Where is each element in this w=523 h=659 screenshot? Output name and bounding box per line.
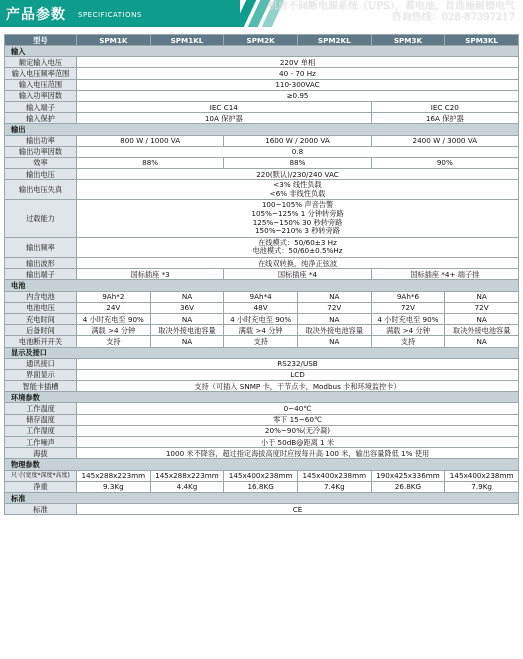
promo-watermark	[225, 1, 515, 23]
header-cell: SPM2KL	[297, 35, 371, 46]
table-row	[5, 504, 519, 515]
cell-value: NA	[150, 291, 224, 302]
row-label: 海拔	[5, 448, 77, 459]
header-banner	[0, 0, 523, 27]
table-header-row	[5, 35, 519, 46]
cell-value: 9Ah*6	[371, 291, 445, 302]
cell-value: 4 小时充电至 90%	[371, 313, 445, 324]
section-title: 电池	[5, 280, 519, 291]
cell-value: CE	[77, 504, 519, 515]
cell-value: 1600 W / 2000 VA	[224, 135, 371, 146]
table-row	[5, 258, 519, 269]
spec-table	[4, 34, 519, 515]
cell-value: 7.4Kg	[297, 481, 371, 492]
header-cell: SPM1K	[77, 35, 151, 46]
cell-value: 满载 >4 分钟	[77, 325, 151, 336]
section-row	[5, 459, 519, 470]
table-row	[5, 313, 519, 324]
cell-value: 4 小时充电至 90%	[77, 313, 151, 324]
row-label: 智能卡插槽	[5, 381, 77, 392]
row-label: 工作湿度	[5, 425, 77, 436]
section-row	[5, 124, 519, 135]
header-cell: SPM1KL	[150, 35, 224, 46]
table-row	[5, 437, 519, 448]
cell-line: 150%~210% 3 秒转旁路	[254, 226, 340, 236]
row-label: 通讯接口	[5, 358, 77, 369]
table-row	[5, 180, 519, 200]
section-row	[5, 392, 519, 403]
cell-value: 16A 保护器	[371, 113, 518, 124]
cell-value: 145x400x238mm	[297, 470, 371, 481]
cell-value: LCD	[77, 369, 519, 380]
row-label: 电池断开开关	[5, 336, 77, 347]
row-label: 输出波形	[5, 258, 77, 269]
row-label: 输入电压频率范围	[5, 68, 77, 79]
cell-value: 16.8KG	[224, 481, 298, 492]
cell-value: RS232/USB	[77, 358, 519, 369]
row-label: 输入端子	[5, 101, 77, 112]
cell-value: 支持（可插入 SNMP 卡，干节点卡，Modbus 卡和环境监控卡）	[77, 381, 519, 392]
cell-value: 9Ah*4	[224, 291, 298, 302]
row-label: 充电时间	[5, 313, 77, 324]
cell-value: 40 - 70 Hz	[77, 68, 519, 79]
section-row	[5, 280, 519, 291]
cell-value: 24V	[77, 302, 151, 313]
table-row	[5, 269, 519, 280]
cell-value: IEC C20	[371, 101, 518, 112]
row-label: 工作噪声	[5, 437, 77, 448]
cell-value: 110-300VAC	[77, 79, 519, 90]
cell-value: 在线双转换，纯净正弦波	[77, 258, 519, 269]
header-cell: SPM3KL	[445, 35, 519, 46]
table-row	[5, 369, 519, 380]
cell-value: 220(默认)/230/240 VAC	[77, 169, 519, 180]
table-row	[5, 302, 519, 313]
table-row	[5, 325, 519, 336]
cell-value: 满载 >4 分钟	[224, 325, 298, 336]
cell-value: 800 W / 1000 VA	[77, 135, 224, 146]
cell-value: NA	[150, 336, 224, 347]
cell-value: 0.8	[77, 146, 519, 157]
cell-value: 取决外接电池容量	[445, 325, 519, 336]
cell-value: 90%	[371, 157, 518, 168]
row-label: 内含电池	[5, 291, 77, 302]
cell-value: 支持	[77, 336, 151, 347]
row-label: 后备时间	[5, 325, 77, 336]
cell-value: 支持	[224, 336, 298, 347]
cell-value: 145x288x223mm	[150, 470, 224, 481]
table-row	[5, 90, 519, 101]
table-row	[5, 169, 519, 180]
cell-value: NA	[297, 336, 371, 347]
table-row	[5, 414, 519, 425]
row-label: 输入保护	[5, 113, 77, 124]
table-row	[5, 403, 519, 414]
cell-value: 48V	[224, 302, 298, 313]
row-label: 过载能力	[5, 200, 77, 237]
row-label: 效率	[5, 157, 77, 168]
cell-line: 100~105% 声音告警	[261, 200, 334, 210]
header-cell: 型号	[5, 35, 77, 46]
cell-value: IEC C14	[77, 101, 372, 112]
cell-value: 4 小时充电至 90%	[224, 313, 298, 324]
table-row	[5, 135, 519, 146]
section-row	[5, 347, 519, 358]
row-label: 输出频率	[5, 237, 77, 257]
table-row	[5, 448, 519, 459]
table-row	[5, 336, 519, 347]
cell-value: NA	[445, 336, 519, 347]
table-row	[5, 237, 519, 257]
cell-value: ≥0.95	[77, 90, 519, 101]
section-row	[5, 46, 519, 57]
cell-value: 国标插座 *4	[224, 269, 371, 280]
page-subtitle: SPECIFICATIONS	[78, 11, 142, 19]
cell-value: NA	[297, 313, 371, 324]
cell-line: 125%~150% 30 秒转旁路	[252, 217, 343, 227]
cell-value: 190x425x336mm	[371, 470, 445, 481]
table-row	[5, 381, 519, 392]
section-title: 显示及接口	[5, 347, 519, 358]
cell-value: 88%	[224, 157, 371, 168]
cell-line: 105%~125% 1 分钟转旁路	[251, 209, 344, 219]
cell-value: 国标插座 *4+ 端子排	[371, 269, 518, 280]
table-row	[5, 200, 519, 237]
cell-value: 取决外接电池容量	[297, 325, 371, 336]
table-row	[5, 481, 519, 492]
table-row	[5, 57, 519, 68]
row-label: 输出端子	[5, 269, 77, 280]
cell-line: 电池模式：50/60±0.5%Hz	[252, 246, 343, 256]
cell-value: NA	[150, 313, 224, 324]
cell-value: 20%~90%(无冷凝)	[77, 425, 519, 436]
cell-value: NA	[445, 313, 519, 324]
cell-line: <3% 线性负载	[273, 180, 322, 190]
cell-value: 7.9Kg	[445, 481, 519, 492]
section-title: 输入	[5, 46, 519, 57]
cell-value: 72V	[445, 302, 519, 313]
cell-value: 取决外接电池容量	[150, 325, 224, 336]
cell-line: <6% 非线性负载	[269, 188, 326, 198]
cell-multiline	[77, 200, 519, 237]
section-title: 物理参数	[5, 459, 519, 470]
row-label: 输入功率因数	[5, 90, 77, 101]
table-row	[5, 470, 519, 481]
table-row	[5, 101, 519, 112]
row-label: 额定输入电压	[5, 57, 77, 68]
cell-multiline	[77, 180, 519, 200]
header-cell: SPM3K	[371, 35, 445, 46]
cell-line: 在线模式：50/60±3 Hz	[258, 237, 337, 247]
table-row	[5, 291, 519, 302]
cell-value: 36V	[150, 302, 224, 313]
row-label: 输出功率	[5, 135, 77, 146]
row-label: 标准	[5, 504, 77, 515]
promo-line: 咨询热线：028-87397217	[391, 12, 515, 23]
row-label: 输出功率因数	[5, 146, 77, 157]
cell-value: 26.8KG	[371, 481, 445, 492]
table-row	[5, 79, 519, 90]
row-label: 储存温度	[5, 414, 77, 425]
row-label: 界面显示	[5, 369, 77, 380]
table-row	[5, 157, 519, 168]
page-title: 产品参数	[6, 7, 66, 23]
cell-value: NA	[297, 291, 371, 302]
cell-value: 9Ah*2	[77, 291, 151, 302]
row-label: 输出电压	[5, 169, 77, 180]
section-row	[5, 492, 519, 503]
cell-value: 145x288x223mm	[77, 470, 151, 481]
row-label: 工作温度	[5, 403, 77, 414]
cell-value: 小于 50dB@距离 1 米	[77, 437, 519, 448]
cell-value: 145x400x238mm	[224, 470, 298, 481]
cell-value: 145x400x238mm	[445, 470, 519, 481]
row-label: 输出电压失真	[5, 180, 77, 200]
promo-line: 机房不间断电源系统（UPS），蓄电池，首选施耐德电气	[267, 1, 515, 12]
table-row	[5, 68, 519, 79]
cell-value: 72V	[371, 302, 445, 313]
header-cell: SPM2K	[224, 35, 298, 46]
cell-value: 支持	[371, 336, 445, 347]
cell-value: 国标插座 *3	[77, 269, 224, 280]
row-label: 净重	[5, 481, 77, 492]
cell-value: 满载 >4 分钟	[371, 325, 445, 336]
cell-value: 10A 保护器	[77, 113, 372, 124]
section-title: 输出	[5, 124, 519, 135]
row-label: 尺寸(宽度*深度*高度)	[5, 470, 77, 481]
cell-value: 0~40℃	[77, 403, 519, 414]
cell-value: 零下 15~60℃	[77, 414, 519, 425]
cell-value: 1000 米不降容，超过指定海拔高度时应按每升高 100 米，输出容量降低 1% 使用	[77, 448, 519, 459]
table-row	[5, 113, 519, 124]
row-label: 电池电压	[5, 302, 77, 313]
cell-value: 72V	[297, 302, 371, 313]
cell-value: 4.4Kg	[150, 481, 224, 492]
cell-value: 2400 W / 3000 VA	[371, 135, 518, 146]
cell-value: 220V 单相	[77, 57, 519, 68]
row-label: 输入电压范围	[5, 79, 77, 90]
section-title: 环境参数	[5, 392, 519, 403]
table-row	[5, 425, 519, 436]
cell-value: 9.3Kg	[77, 481, 151, 492]
cell-value: NA	[445, 291, 519, 302]
cell-value: 88%	[77, 157, 224, 168]
table-row	[5, 358, 519, 369]
cell-multiline	[77, 237, 519, 257]
section-title: 标准	[5, 492, 519, 503]
table-row	[5, 146, 519, 157]
banner-title-block	[0, 0, 240, 27]
